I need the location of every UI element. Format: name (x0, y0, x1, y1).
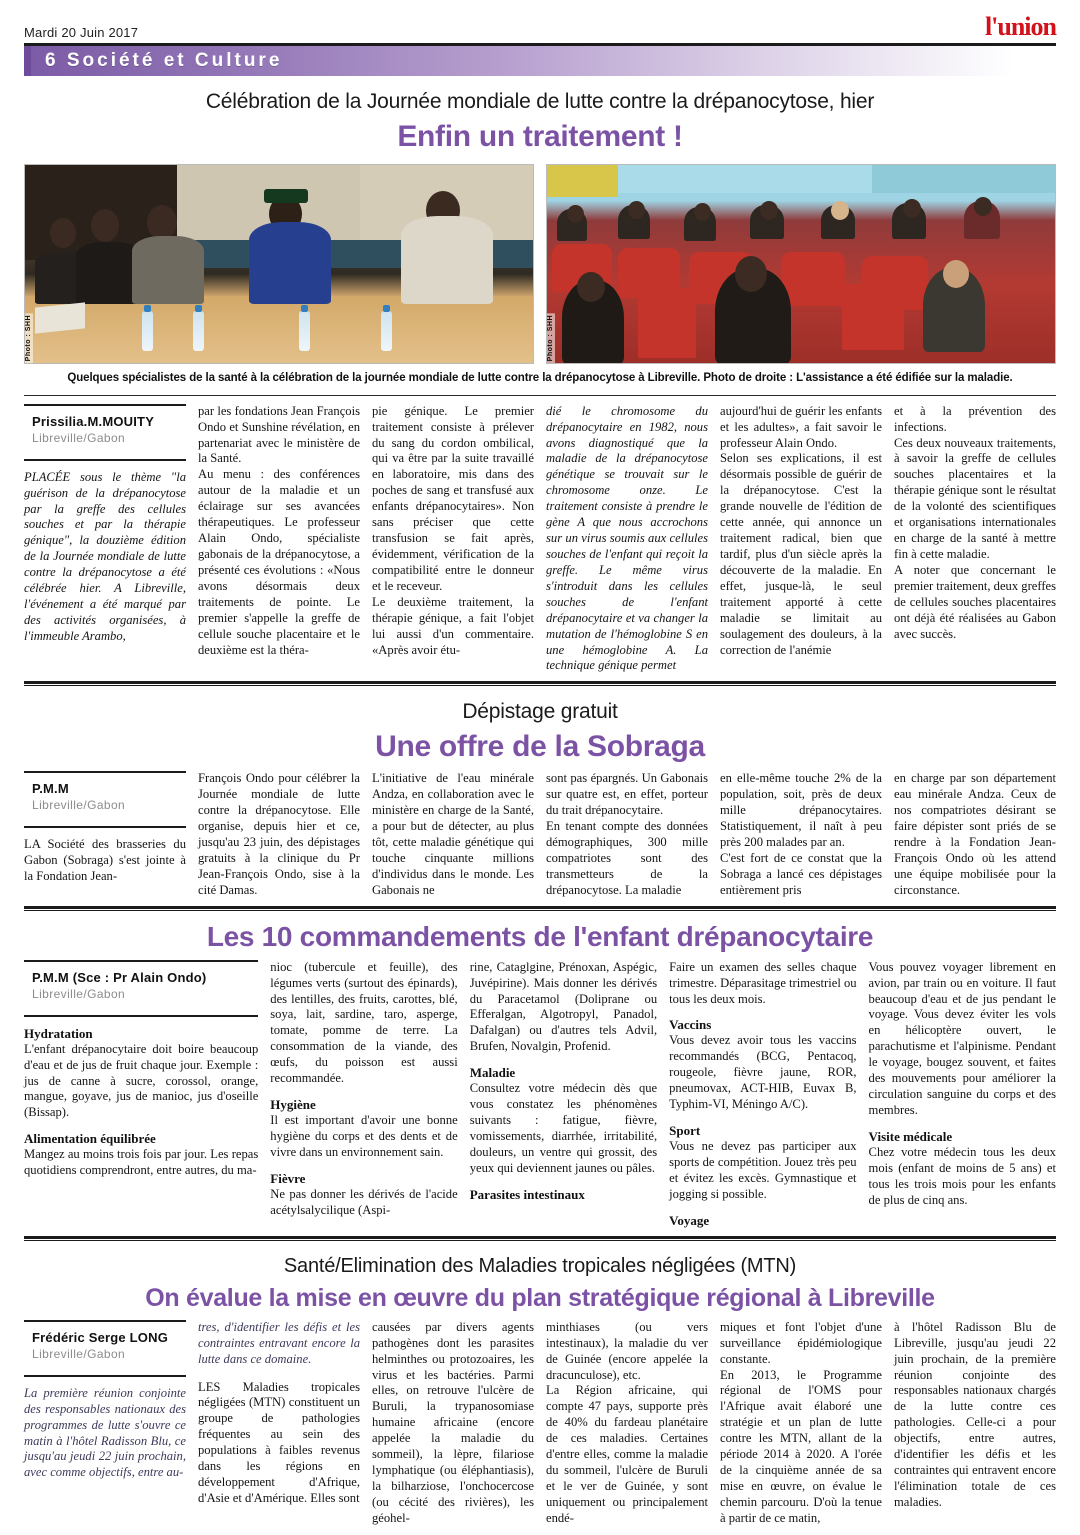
panel-officials-photo (24, 164, 534, 364)
paragraph: Vous ne devez pas participer aux sports de compétition. Jouez très peu et évitez les excès. Gymnastique et jogging si possible. (669, 1139, 857, 1201)
article1-kicker: Célébration de la Journée mondiale de lutte contre la drépanocytose, hier (205, 90, 875, 113)
paragraph: Faire un examen des selles chaque trimestre. Déparasitage trimestriel ou tous les deux mois. (669, 959, 857, 1006)
paragraph: minthiases (ou vers intestinaux), la maladie du ver de Guinée (encore appelée la dracunculose), etc. (546, 1319, 708, 1382)
commandment-heading: Hygiène (270, 1097, 316, 1113)
article1-col-2 (198, 404, 360, 675)
article3-col-3 (470, 960, 657, 1229)
audience-photo (546, 164, 1056, 364)
commandment-heading: Alimentation équilibrée (24, 1131, 156, 1147)
paragraph: tres, d'identifier les défis et les contraintes entravant encore la lutte dans ce domaine. (198, 1319, 360, 1366)
paragraph: La Région africaine, qui compte 47 pays, supporte près de 40% du fardeau planétaire de ces maladies. Certaines d'entre elles, comme la maladie du sommeil, l'ulcère de Buruli et le ver de Guinée, y sont uniquement ou principalement endé- (546, 1383, 708, 1525)
article1-col-3 (372, 404, 534, 675)
paragraph: Au menu : des conférences autour de la maladie et un éclairage sur ses avancées thérapeutiques. Le professeur Alain Ondo, spécialiste gabonais de la drépanocytose, a présenté ces évolutions : «Nous avons désormais deux traitements de pointe. Le premier s'appelle la greffe de cellule souche placentaire et le deuxième est la théra- (198, 467, 360, 657)
author-name: Frédéric Serge LONG (32, 1329, 169, 1345)
paragraph: sont pas épargnés. Un Gabonais sur quatre est, en effet, porteur du trait drépanocytaire. (546, 771, 708, 818)
paragraph: Vous devez avoir tous les vaccins recommandés (BCG, Pentacoq, rougeole, fièvre jaune, ROR, pneumovax, ACT-HIB, Euvax B, Typhim-VI, Méningo A/C). (669, 1033, 857, 1112)
article2-col-6 (894, 771, 1056, 898)
article4-kicker: Santé/Elimination des Maladies tropicales négligées (MTN) (283, 1254, 797, 1277)
commandment-heading: Sport (669, 1123, 701, 1139)
paragraph: L'initiative de l'eau minérale Andza, en collaboration avec le ministère en charge de la Santé, a pour but de détecter, au plus tôt, cette maladie génétique qui touche cinquante millions d'individus dans le monde. Les Gabonais ne (372, 771, 534, 897)
article3-headline: Les 10 commandements de l'enfant drépanocytaire (206, 920, 874, 952)
article2-col-3 (372, 771, 534, 898)
paragraph: Ces deux nouveaux traitements, à savoir la greffe de cellules souches placentaires et la thérapie génique sont le résultat de la volonté des scientifiques et organisations internationales en charge de la santé à mettre fin à cette maladie. (894, 435, 1056, 561)
paragraph: Selon ses explications, il est désormais possible de guérir de la drépanocytose. C'est la grande nouvelle de l'édition de cette année, qui annonce un traitement radical, bien que tardif, plus d'un siècle après la découverte de la maladie. En effet, jusque-là, le seul traitement apporté à cette maladie se limitait au soulagement des douleurs, à la correction de l'anémie (720, 451, 882, 657)
article1-end-rule (24, 681, 1056, 686)
article1-photos (24, 164, 1056, 364)
article2-col-5 (720, 771, 882, 898)
article4-col-2 (198, 1320, 360, 1527)
section-accent-bar (24, 46, 31, 76)
article3-col-2 (270, 960, 457, 1229)
paragraph: L'enfant drépanocytaire doit boire beaucoup d'eau et de jus de fruit chaque jour. Exemple : jus de canne à sucre, corossol, orange, mangue, goyave, jus de manioc, jus d'oseille (Bissap). (24, 1041, 259, 1120)
paragraph: en charge par son département eau minérale Andza. Ceux de nos compatriotes désirant se faire dépister sont priés de se rendre à la Fondation Jean-François Ondo où les attend une équipe mobilisée pour la circonstance. (894, 771, 1056, 897)
article4-col-6 (894, 1320, 1056, 1527)
article4-byline (24, 1320, 186, 1377)
author-place: Libreville/Gabon (32, 430, 126, 445)
article2-headline: Une offre de la Sobraga (375, 730, 705, 764)
paragraph: En tenant compte des données démographiques, 300 mille compatriotes sont des transmetteurs de la drépanocytose. La maladie (546, 819, 708, 897)
article2-kicker: Dépistage gratuit (462, 700, 618, 724)
paragraph: Consultez votre médecin dès que vous constatez les phénomènes suivants : fatigue, fièvre, vomissements, diarrhée, irritabilité, douleurs, un ventre qui grossit, des yeux qui deviennent jaunes ou pâles. (469, 1081, 658, 1175)
article1-headline: Enfin un traitement ! (397, 120, 683, 153)
paragraph: Le deuxième traitement, la thérapie génique, a fait l'objet lui aussi d'un commentaire. «Après avoir étu- (372, 594, 534, 657)
paragraph: Ne pas donner les dérivés de l'acide acétylsalycilique (Aspi- (270, 1186, 458, 1217)
paragraph: à l'hôtel Radisson Blu de Libreville, jusqu'au jeudi 22 juin prochain, de la première réunion conjointe des responsables nationaux chargés de la lutte contre ces pathologies. Celle-ci a pour objectifs, entre autres, d'identifier les défis et les contraintes qui entravent encore l'élimination totale de ces maladies. (894, 1319, 1056, 1509)
commandment-heading: Parasites intestinaux (469, 1186, 585, 1202)
article4-columns (24, 1320, 1056, 1527)
paragraph: aujourd'hui de guérir les enfants et les adultes», a fait savoir le professeur Alain Ondo. (720, 403, 882, 450)
paragraph: A noter que concernant le premier traitement, deux greffes de cellules souches placentaires ont déjà été réalisées au Gabon avec succès. (894, 562, 1057, 641)
caption-rule (24, 395, 1056, 396)
article3-col-1 (24, 960, 258, 1229)
publication-date: Mardi 20 Juin 2017 (24, 25, 139, 40)
article4-col-1 (24, 1320, 186, 1527)
article1-columns (24, 404, 1056, 675)
article2-byline (24, 771, 186, 828)
paragraph: La première réunion conjointe des responsables nationaux des programmes de lutte s'ouvre ce matin à l'hôtel Radisson Blu, ce jusqu'au jeudi 22 juin prochain, avec comme objectifs, entre au- (24, 1385, 186, 1480)
photo-left-wrap (24, 164, 534, 364)
article1-col-6 (894, 404, 1056, 675)
article1-col-5 (720, 404, 882, 675)
article3-end-rule (24, 1236, 1056, 1241)
article2-end-rule (24, 906, 1056, 911)
article2-col-1 (24, 771, 186, 898)
paragraph: Chez votre médecin tous les deux mois (enfant de moins de 5 ans) et tous les trois mois pour les enfants de plus de cinq ans. (868, 1144, 1056, 1207)
article1-col-4 (546, 404, 708, 675)
commandment-heading: Vaccins (669, 1017, 712, 1033)
article3-col-5 (869, 960, 1056, 1229)
paragraph: pie génique. Le premier traitement consiste à prélever du sang du cordon ombilical, qui va être par la suite travaillé en laboratoire, mis dans des poches de sang et transfusé aux enfants drépanocytaires». Non sans préciser que cette transfusion se fait après, évidemment, vérification de la compatibilité entre le donneur et le receveur. (372, 403, 534, 593)
article4-col-5 (720, 1320, 882, 1527)
commandment-heading: Maladie (469, 1065, 516, 1081)
newspaper-logo: l'union (984, 12, 1056, 41)
commandment-heading: Voyage (669, 1212, 710, 1228)
photo-caption: Quelques spécialistes de la santé à la célébration de la journée mondiale de lutte contre la drépanocytose à Libreville. Photo de droite : L'assistance a été édifiée sur la maladie. (67, 372, 1013, 384)
photo-credit-left: Photo : SHH (25, 314, 32, 361)
article2-col-2 (198, 771, 360, 898)
section-title: 6 Société et Culture (45, 50, 283, 71)
author-name: P.M.M (Sce : Pr Alain Ondo) (32, 969, 207, 985)
paragraph: François Ondo pour célébrer la Journée mondiale de lutte contre la drépanocytose. Elle organise, depuis hier et ce, jusqu'au 23 juin, des dépistages gratuits à la clinique du Pr Jean-François Ondo, sise à la cité Damas. (198, 771, 360, 897)
paragraph: PLACÉE sous le thème "la guérison de la drépanocytose par la greffe des cellules souches et par la thérapie génique", la douzième édition de la Journée mondiale de lutte contre la drépanocytose a été célébrée hier. A Libreville, l'événement a été marqué par des activités organisées, à l'immeuble Arambo, (24, 469, 186, 643)
paragraph: en elle-même touche 2% de la population, soit, près de deux mille drépanocytaires. Statistiquement, il naît à peu près 200 malades par an. (720, 771, 882, 850)
paragraph: Mangez au moins trois fois par jour. Les repas quotidiens comprendront, entre autres, du ma- (24, 1147, 259, 1178)
paragraph: causées par divers agents pathogènes dont les parasites helminthes ou protozoaires, les virus et les bactéries. Parmi elles, on retrouve l'ulcère de Buruli, la trypanosomiase humaine africaine (encore appelée la maladie du sommeil), la lèpre, filariose lymphatique (ou éléphantiasis), la bilharziose, l'onchocercose (ou cécité des rivières), les géohel- (372, 1319, 534, 1525)
photo-right-wrap (546, 164, 1056, 364)
paragraph: LES Maladies tropicales négligées (MTN) constituent un groupe de pathologies fréquentes au sein des populations à faibles revenus dans les régions en développement d'Afrique, d'Asie et d'Amérique. Elles sont (198, 1379, 360, 1505)
paragraph: C'est fort de ce constat que la Sobraga a lancé ces dépistages entièrement pris (720, 850, 882, 897)
article1-col-1 (24, 404, 186, 675)
author-name: Prissilia.M.MOUITY (32, 413, 155, 429)
author-name: P.M.M (32, 781, 69, 797)
paragraph: Vous pouvez voyager librement en avion, par train ou en voiture. Il faut beaucoup d'eau et de jus pendant le voyage. Vous devez éviter les vols en hélicoptère ouvert, le parachutisme et l'alpinisme. Pendant le voyage, bougez souvent, et faites des mouvements pour améliorer la circulation sanguine du corps et des membres. (868, 959, 1056, 1118)
paragraph: rine, Cataglgine, Prénoxan, Aspégic, Juvépirine). Mais donner les dérivés du Paracetamol (Doliprane ou Efferalgan, Algotropyl, Panadol, Dafalgan) ou d'autres tels Advil, Brufen, Novalgin, Profenid. (469, 959, 658, 1054)
author-place: Libreville/Gabon (32, 986, 126, 1001)
paragraph: dié le chromosome du drépanocytaire en 1982, nous avons diagnostiqué que la maladie de la drépanocytose génétique se trouvait sur le chromosome onze. Le traitement consiste à prendre le gène A que nous accrochons sur un virus soumis aux cellules souches de l'enfant qui reçoit la greffe. Le même virus s'introduit dans les cellules souches de l'enfant drépanocytaire et va changer la mutation de l'hémoglobine S en une hémoglobine A. La technique génique permet (546, 403, 708, 673)
paragraph: par les fondations Jean François Ondo et Sunshine révélation, en partenariat avec le ministère de la Santé. (198, 403, 360, 466)
photo-credit-right: Photo : SHH (547, 314, 554, 361)
paragraph: En 2013, le Programme régional de l'OMS pour l'Afrique avait élaboré une stratégie et un plan de lutte contre les MTN, allant de la période 2014 à 2020. A l'orée de la cinquième année de sa mise en œuvre, on évalue le chemin parcouru. D'où la tenue à partir de ce matin, (720, 1367, 882, 1525)
paragraph: LA Société des brasseries du Gabon (Sobraga) s'est jointe à la Fondation Jean- (24, 837, 186, 884)
article4-headline: On évalue la mise en œuvre du plan stratégique régional à Libreville (145, 1283, 935, 1312)
masthead (24, 0, 1056, 40)
paragraph: nioc (tubercule et feuille), des légumes verts (surtout des épinards), des lentilles, des fruits, carottes, blé, soya, lait, sardine, taro, asperge, tomate, pomme de terre. La consommation de la viande, des œufs, du poisson est aussi recommandée. (270, 959, 458, 1086)
article2-columns (24, 771, 1056, 898)
article4-col-3 (372, 1320, 534, 1527)
commandment-heading: Hydratation (24, 1025, 93, 1041)
article3-columns (24, 960, 1056, 1229)
section-banner (24, 46, 1056, 76)
commandment-heading: Fièvre (270, 1170, 306, 1186)
paragraph: Il est important d'avoir une bonne hygiène du corps et des dents et de vivre dans un environnement sain. (270, 1113, 458, 1159)
paragraph: et à la prévention des infections. (894, 403, 1056, 434)
author-place: Libreville/Gabon (32, 798, 126, 813)
article3-col-4 (669, 960, 856, 1229)
article1-byline (24, 404, 186, 461)
commandment-heading: Visite médicale (868, 1128, 953, 1144)
author-place: Libreville/Gabon (32, 1346, 126, 1361)
article4-col-4 (546, 1320, 708, 1527)
paragraph: miques et font l'objet d'une surveillance épidémiologique constante. (720, 1319, 882, 1366)
article3-byline (24, 960, 258, 1017)
article2-col-4 (546, 771, 708, 898)
